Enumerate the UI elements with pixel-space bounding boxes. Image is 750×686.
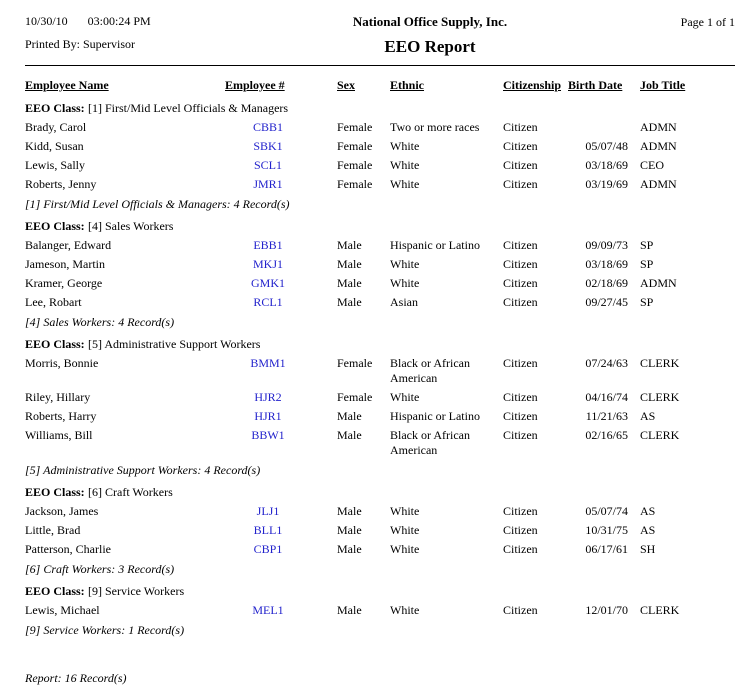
page-indicator: Page 1 of 1	[680, 15, 735, 29]
cell-name: Riley, Hillary	[25, 390, 91, 404]
column-header-sex: Sex	[337, 78, 355, 92]
column-header-ethnic: Ethnic	[390, 78, 425, 92]
cell-name: Morris, Bonnie	[25, 356, 99, 370]
cell-sex: Female	[337, 158, 373, 172]
employee-number-link[interactable]: CBB1	[252, 120, 283, 134]
report-header	[25, 14, 735, 66]
eeo-class-label: EEO Class:	[25, 584, 85, 598]
employee-row	[25, 118, 735, 137]
cell-job_title: CLERK	[640, 428, 680, 442]
eeo-class-cell	[25, 333, 735, 354]
cell-sex: Male	[337, 603, 362, 617]
cell-citizenship: Citizen	[503, 139, 538, 153]
cell-citizenship: Citizen	[503, 276, 538, 290]
eeo-class-cell	[25, 97, 735, 118]
group-record-count: [4] Sales Workers: 4 Record(s)	[25, 315, 175, 329]
cell-sex: Female	[337, 177, 373, 191]
employee-row	[25, 426, 735, 460]
cell-birth_date: 11/21/63	[585, 409, 628, 423]
cell-name: Roberts, Harry	[25, 409, 97, 423]
cell-number	[225, 274, 337, 293]
cell-job_title: CLERK	[640, 356, 680, 370]
employee-row	[25, 354, 735, 388]
employee-number-link[interactable]: BMM1	[250, 356, 286, 370]
report-date: 10/30/10	[25, 14, 68, 28]
employee-row	[25, 601, 735, 620]
eeo-class-name: [4] Sales Workers	[88, 219, 174, 233]
cell-name: Roberts, Jenny	[25, 177, 97, 191]
eeo-class-header-row	[25, 481, 735, 502]
eeo-class-name: [1] First/Mid Level Officials & Managers	[88, 101, 289, 115]
employee-number-link[interactable]: JLJ1	[256, 504, 280, 518]
employee-number-link[interactable]: SBK1	[253, 139, 283, 153]
cell-job_title: CLERK	[640, 603, 680, 617]
eeo-class-cell	[25, 580, 735, 601]
employee-row	[25, 502, 735, 521]
eeo-class-name: [9] Service Workers	[88, 584, 185, 598]
header-center	[240, 14, 620, 57]
cell-birth_date: 06/17/61	[585, 542, 628, 556]
cell-name: Lewis, Sally	[25, 158, 85, 172]
eeo-class-header-row	[25, 215, 735, 236]
cell-birth_date: 05/07/74	[585, 504, 628, 518]
employee-number-link[interactable]: SCL1	[253, 158, 282, 172]
cell-job_title: SH	[640, 542, 656, 556]
cell-number	[225, 354, 337, 388]
employee-number-link[interactable]: MKJ1	[252, 257, 283, 271]
cell-job_title: SP	[640, 257, 654, 271]
cell-sex: Female	[337, 120, 373, 134]
group-record-count: [5] Administrative Support Workers: 4 Record(s)	[25, 463, 261, 477]
cell-sex: Male	[337, 409, 362, 423]
cell-number	[225, 388, 337, 407]
cell-citizenship: Citizen	[503, 603, 538, 617]
cell-name: Brady, Carol	[25, 120, 87, 134]
employee-number-link[interactable]: MEL1	[252, 603, 284, 617]
cell-job_title: CLERK	[640, 390, 680, 404]
employee-row	[25, 521, 735, 540]
cell-citizenship: Citizen	[503, 428, 538, 442]
eeo-class-header-row	[25, 333, 735, 354]
cell-job_title: AS	[640, 504, 656, 518]
cell-job_title: ADMN	[640, 139, 677, 153]
cell-ethnic: White	[390, 542, 420, 556]
employee-number-link[interactable]: RCL1	[253, 295, 283, 309]
header-left	[25, 14, 240, 52]
cell-number	[225, 540, 337, 559]
cell-ethnic: White	[390, 390, 420, 404]
cell-citizenship: Citizen	[503, 177, 538, 191]
cell-sex: Male	[337, 523, 362, 537]
cell-name: Williams, Bill	[25, 428, 93, 442]
employee-row	[25, 274, 735, 293]
cell-job_title: SP	[640, 295, 654, 309]
cell-birth_date: 12/01/70	[585, 603, 628, 617]
eeo-class-name: [6] Craft Workers	[88, 485, 173, 499]
cell-ethnic: White	[390, 257, 420, 271]
group-record-count: [9] Service Workers: 1 Record(s)	[25, 623, 185, 637]
cell-number	[225, 426, 337, 460]
cell-citizenship: Citizen	[503, 120, 538, 134]
cell-citizenship: Citizen	[503, 295, 538, 309]
cell-citizenship: Citizen	[503, 523, 538, 537]
cell-number	[225, 601, 337, 620]
cell-ethnic: Asian	[390, 295, 418, 309]
cell-birth_date: 02/18/69	[585, 276, 628, 290]
column-header-row	[25, 76, 735, 97]
employee-row	[25, 407, 735, 426]
cell-citizenship: Citizen	[503, 409, 538, 423]
cell-birth_date: 09/27/45	[585, 295, 628, 309]
cell-number	[225, 118, 337, 137]
cell-job_title: SP	[640, 238, 654, 252]
cell-citizenship: Citizen	[503, 238, 538, 252]
employee-number-link[interactable]: HJR2	[254, 390, 282, 404]
cell-ethnic: White	[390, 177, 420, 191]
group-footer-row	[25, 559, 735, 580]
cell-sex: Female	[337, 390, 373, 404]
employee-number-link[interactable]: EBB1	[253, 238, 283, 252]
eeo-class-cell	[25, 215, 735, 236]
employee-row	[25, 236, 735, 255]
cell-birth_date	[568, 118, 640, 137]
report-time: 03:00:24 PM	[87, 14, 151, 28]
cell-birth_date: 04/16/74	[585, 390, 628, 404]
cell-job_title: AS	[640, 409, 656, 423]
cell-name: Jameson, Martin	[25, 257, 105, 271]
printed-by: Printed By: Supervisor	[25, 37, 135, 51]
cell-ethnic: Two or more races	[390, 120, 480, 134]
cell-sex: Male	[337, 238, 362, 252]
group-record-count: [6] Craft Workers: 3 Record(s)	[25, 562, 175, 576]
cell-job_title: ADMN	[640, 120, 677, 134]
cell-number	[225, 521, 337, 540]
cell-name: Kramer, George	[25, 276, 103, 290]
employee-number-link[interactable]: JMR1	[253, 177, 283, 191]
column-header-number: Employee #	[225, 78, 285, 92]
employee-number-link[interactable]: CBP1	[253, 542, 283, 556]
eeo-class-label: EEO Class:	[25, 337, 85, 351]
group-footer-row	[25, 620, 735, 641]
cell-name: Jackson, James	[25, 504, 99, 518]
cell-job_title: ADMN	[640, 276, 677, 290]
cell-ethnic: Black or African American	[390, 428, 470, 457]
cell-name: Little, Brad	[25, 523, 81, 537]
cell-job_title: ADMN	[640, 177, 677, 191]
cell-ethnic: White	[390, 603, 420, 617]
cell-birth_date: 05/07/48	[585, 139, 628, 153]
group-record-count: [1] First/Mid Level Officials & Managers: 4 Record(s)	[25, 197, 290, 211]
cell-name: Patterson, Charlie	[25, 542, 111, 556]
cell-name: Lee, Robart	[25, 295, 82, 309]
cell-number	[225, 156, 337, 175]
cell-number	[225, 293, 337, 312]
column-header-citizenship: Citizenship	[503, 78, 562, 92]
eeo-table	[25, 76, 735, 641]
cell-citizenship: Citizen	[503, 542, 538, 556]
group-footer-row	[25, 194, 735, 215]
cell-citizenship: Citizen	[503, 158, 538, 172]
cell-number	[225, 236, 337, 255]
cell-ethnic: White	[390, 504, 420, 518]
cell-citizenship: Citizen	[503, 257, 538, 271]
eeo-class-label: EEO Class:	[25, 101, 85, 115]
cell-sex: Male	[337, 295, 362, 309]
employee-row	[25, 156, 735, 175]
cell-sex: Male	[337, 542, 362, 556]
cell-ethnic: White	[390, 158, 420, 172]
cell-citizenship: Citizen	[503, 356, 538, 370]
cell-birth_date: 10/31/75	[585, 523, 628, 537]
cell-ethnic: White	[390, 523, 420, 537]
employee-row	[25, 175, 735, 194]
cell-number	[225, 137, 337, 156]
eeo-class-name: [5] Administrative Support Workers	[88, 337, 261, 351]
cell-name: Kidd, Susan	[25, 139, 84, 153]
cell-birth_date: 07/24/63	[585, 356, 628, 370]
cell-number	[225, 407, 337, 426]
employee-number-link[interactable]: HJR1	[254, 409, 282, 423]
cell-job_title: AS	[640, 523, 656, 537]
eeo-class-header-row	[25, 97, 735, 118]
cell-sex: Female	[337, 356, 373, 370]
cell-birth_date: 03/18/69	[585, 158, 628, 172]
cell-citizenship: Citizen	[503, 504, 538, 518]
column-header-job_title: Job Title	[640, 78, 686, 92]
cell-ethnic: Hispanic or Latino	[390, 409, 480, 423]
employee-number-link[interactable]: BBW1	[251, 428, 285, 442]
cell-sex: Female	[337, 139, 373, 153]
cell-ethnic: White	[390, 139, 420, 153]
cell-number	[225, 175, 337, 194]
cell-sex: Male	[337, 428, 362, 442]
eeo-class-cell	[25, 481, 735, 502]
cell-ethnic: Hispanic or Latino	[390, 238, 480, 252]
cell-name: Balanger, Edward	[25, 238, 112, 252]
cell-job_title: CEO	[640, 158, 664, 172]
cell-ethnic: Black or African American	[390, 356, 470, 385]
cell-birth_date: 03/19/69	[585, 177, 628, 191]
date-line	[25, 14, 240, 29]
employee-row	[25, 388, 735, 407]
employee-row	[25, 255, 735, 274]
cell-birth_date: 02/16/65	[585, 428, 628, 442]
employee-number-link[interactable]: BLL1	[253, 523, 283, 537]
eeo-class-label: EEO Class:	[25, 485, 85, 499]
cell-birth_date: 09/09/73	[585, 238, 628, 252]
cell-number	[225, 255, 337, 274]
column-header-birth_date: Birth Date	[568, 78, 623, 92]
group-footer-row	[25, 460, 735, 481]
employee-row	[25, 137, 735, 156]
column-header-name: Employee Name	[25, 78, 109, 92]
cell-name: Lewis, Michael	[25, 603, 100, 617]
employee-row	[25, 540, 735, 559]
employee-row	[25, 293, 735, 312]
cell-number	[225, 502, 337, 521]
report-title: EEO Report	[384, 37, 476, 56]
cell-sex: Male	[337, 504, 362, 518]
cell-ethnic: White	[390, 276, 420, 290]
cell-citizenship: Citizen	[503, 390, 538, 404]
company-name: National Office Supply, Inc.	[352, 14, 508, 29]
cell-sex: Male	[337, 257, 362, 271]
eeo-class-label: EEO Class:	[25, 219, 85, 233]
eeo-class-header-row	[25, 580, 735, 601]
report-total-footer: Report: 16 Record(s)	[25, 671, 127, 685]
cell-birth_date: 03/18/69	[585, 257, 628, 271]
cell-sex: Male	[337, 276, 362, 290]
employee-number-link[interactable]: GMK1	[250, 276, 285, 290]
group-footer-row	[25, 312, 735, 333]
